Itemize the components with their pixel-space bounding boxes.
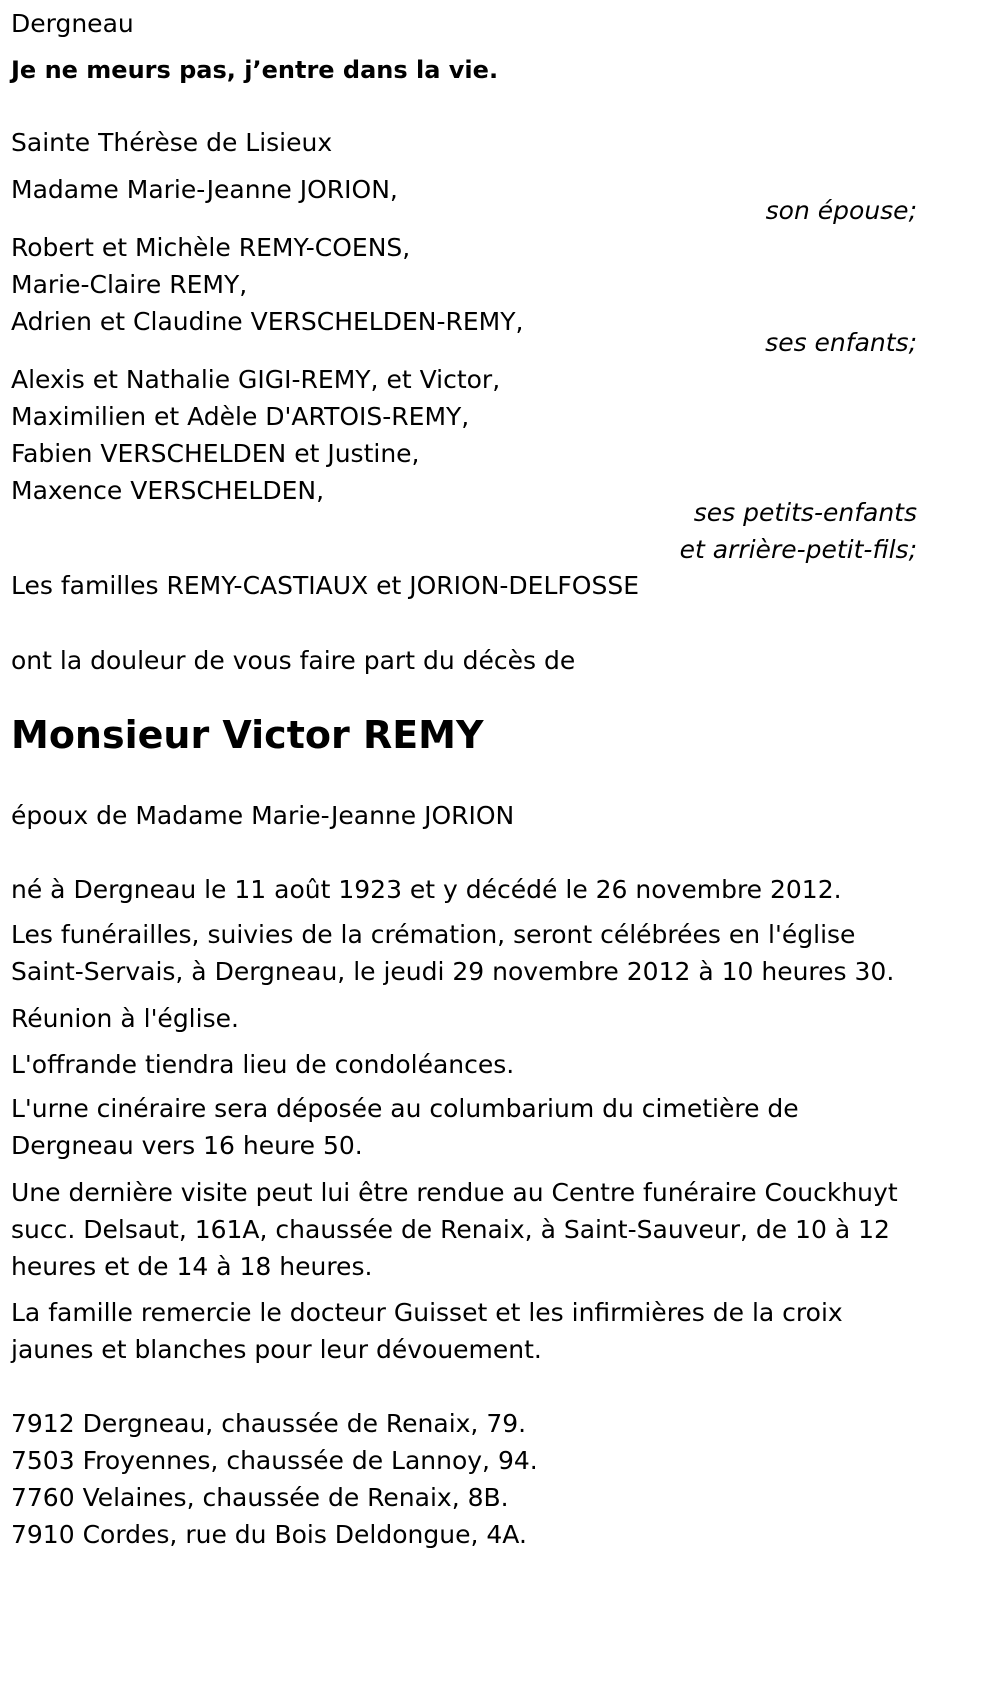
grandchild-name: Maximilien et Adèle D'ARTOIS-REMY,	[11, 402, 470, 431]
deceased-name: Monsieur Victor REMY	[11, 713, 484, 757]
address: 7760 Velaines, chaussée de Renaix, 8B.	[11, 1483, 509, 1512]
grandchildren-relation: ses petits-enfants	[693, 498, 917, 527]
address: 7910 Cordes, rue du Bois Deldongue, 4A.	[11, 1520, 527, 1549]
families: Les familles REMY-CASTIAUX et JORION-DELFOSSE	[11, 571, 640, 600]
grandchildren-relation-2: et arrière-petit-fils;	[679, 535, 917, 564]
grandchild-name: Fabien VERSCHELDEN et Justine,	[11, 439, 420, 468]
urn-info: L'urne cinéraire sera déposée au columbarium du cimetière de Dergneau vers 16 heure 50.	[11, 1094, 799, 1160]
quote: Je ne meurs pas, j’entre dans la vie.	[11, 56, 499, 84]
visit-info: Une dernière visite peut lui être rendue au Centre funéraire Couckhuyt succ. Delsaut, 161A, chaussée de Renaix, à Saint-Sauveur, de 10 à 12 heures et de 14 à 18 heures.	[11, 1178, 898, 1281]
spouse-of: époux de Madame Marie-Jeanne JORION	[11, 801, 515, 830]
address: 7912 Dergneau, chaussée de Renaix, 79.	[11, 1409, 527, 1438]
announcement: ont la douleur de vous faire part du décès de	[11, 646, 576, 675]
thanks-info: La famille remercie le docteur Guisset et les infirmières de la croix jaunes et blanches pour leur dévouement.	[11, 1298, 843, 1364]
place-header: Dergneau	[11, 9, 134, 38]
quote-author: Sainte Thérèse de Lisieux	[11, 128, 333, 157]
address: 7503 Froyennes, chaussée de Lannoy, 94.	[11, 1446, 538, 1475]
meeting-info: Réunion à l'église.	[11, 1004, 239, 1033]
spouse-relation: son épouse;	[765, 196, 917, 225]
child-name: Marie-Claire REMY,	[11, 270, 248, 299]
children-relation: ses enfants;	[765, 328, 917, 357]
spouse-name: Madame Marie-Jeanne JORION,	[11, 175, 398, 204]
child-name: Adrien et Claudine VERSCHELDEN-REMY,	[11, 307, 524, 336]
child-name: Robert et Michèle REMY-COENS,	[11, 233, 411, 262]
grandchild-name: Maxence VERSCHELDEN,	[11, 476, 325, 505]
offering-info: L'offrande tiendra lieu de condoléances.	[11, 1050, 515, 1079]
grandchild-name: Alexis et Nathalie GIGI-REMY, et Victor,	[11, 365, 501, 394]
funeral-info: Les funérailles, suivies de la crémation, seront célébrées en l'église Saint-Servais, à Dergneau, le jeudi 29 novembre 2012 à 10 heures 30.	[11, 920, 895, 986]
birth-death: né à Dergneau le 11 août 1923 et y décédé le 26 novembre 2012.	[11, 875, 842, 904]
